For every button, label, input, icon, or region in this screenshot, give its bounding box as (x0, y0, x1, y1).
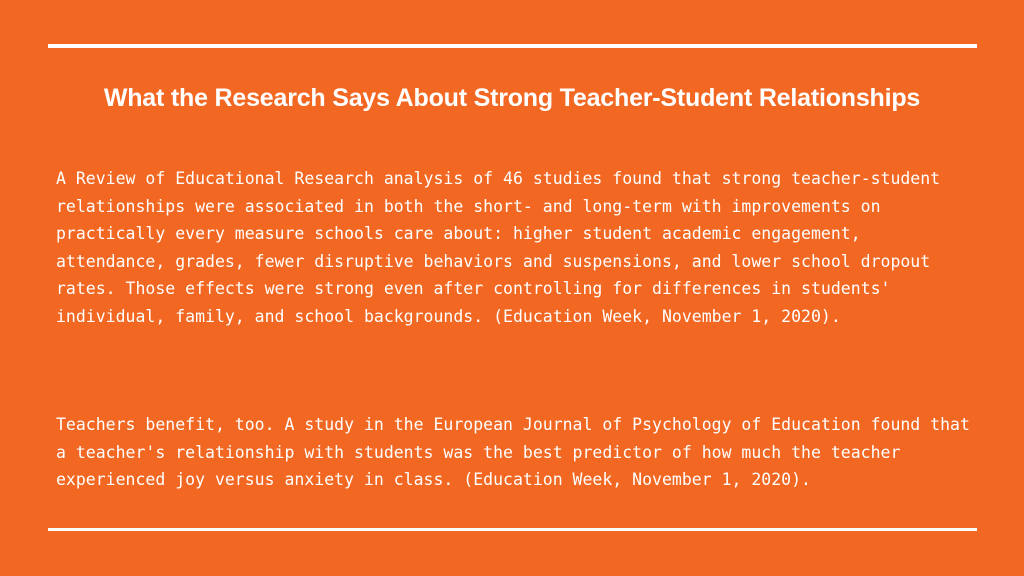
bottom-divider (48, 528, 977, 531)
research-paragraph: A Review of Educational Research analysis of 46 studies found that strong teacher-student relationships were associated in both the short- and long-term with improvements on practically every measure schools care about: higher student academic engagement, attendance, grades, fewer disruptive behaviors and suspensions, and lower school dropout rates. Those effects were strong even after controlling for differences in students' individual, family, and school backgrounds. (Education Week, November 1, 2020). (56, 169, 941, 326)
slide-title: What the Research Says About Strong Teacher-Student Relationships (103, 84, 921, 112)
teacher-benefit-paragraph: Teachers benefit, too. A study in the European Journal of Psychology of Education found that a teacher's relationship with students was the best predictor of how much the teacher experienced joy versus anxiety in class. (Education Week, November 1, 2020). (56, 415, 970, 489)
top-divider (48, 44, 977, 48)
